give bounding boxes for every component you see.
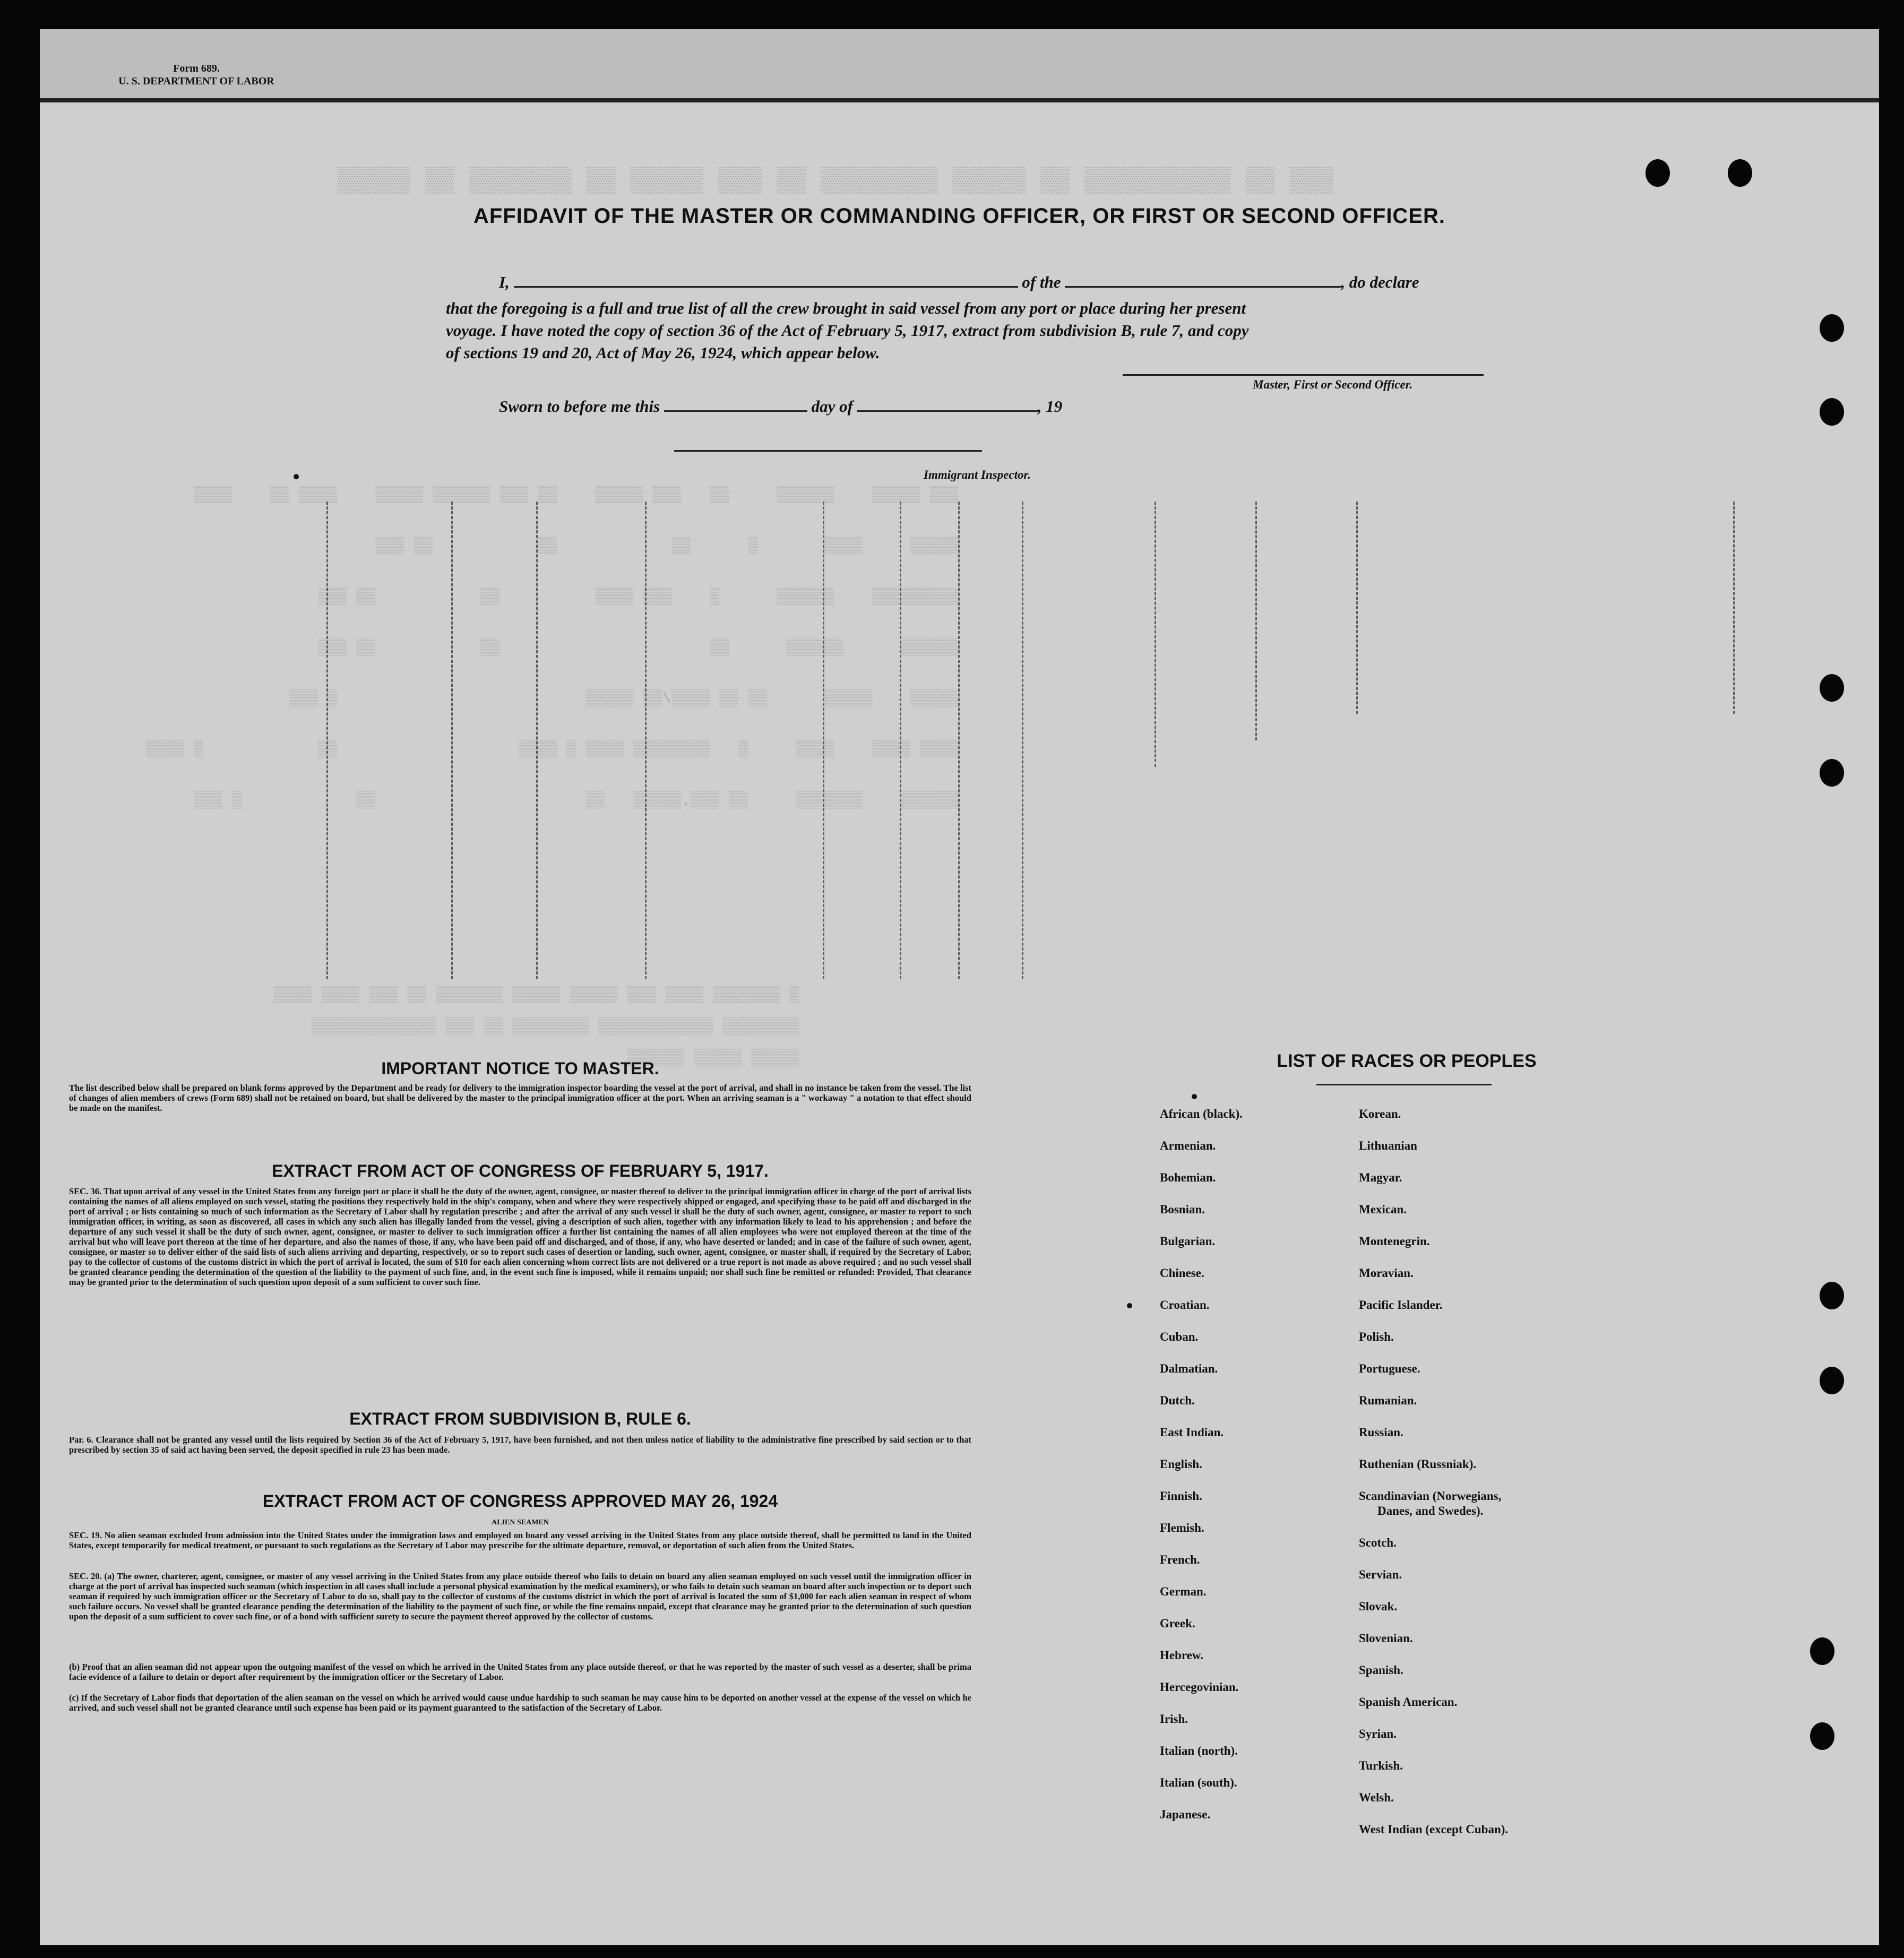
year-label: , 19 (1037, 397, 1063, 416)
binder-hole (1820, 398, 1844, 426)
form-identifier (72, 62, 321, 88)
race-item: Cuban. (1160, 1330, 1199, 1343)
column-line (1733, 502, 1735, 714)
races-title-rule (1316, 1084, 1492, 1085)
ink-speck (1192, 1094, 1197, 1099)
subdivision-b-title: EXTRACT FROM SUBDIVISION B, RULE 6. (349, 1409, 691, 1428)
race-item: Bohemian. (1160, 1171, 1216, 1184)
affidavit-line-3: voyage. I have noted the copy of section 36 of the Act of February 5, 1917, extract from subdivision B, rule 7, and copy (446, 321, 1249, 340)
bleed-through-table: ▒▒▒ ▒▒▒▒▒ ▒▒▒▒▒▒ ▒▒ ▒▒▒ ▒▒▒▒▒ ▒▒ ▒▒▒ ▒▒▒▒▒▒ ▒▒▒▒▒ ▒▒▒▒ ▒▒ ▒▒▒▒ ▒▒▒▒▒ ▒▒▒▒ ▒ ▒▒ ▒▒ ▒▒ ▒▒▒ ▒▒▒▒▒▒▒▒▒ ▒▒▒▒▒▒ ▒ ▒▒▒ ▒▒▒▒ ▒▒ ▒▒ ▒▒▒ ▒▒▒▒▒▒ ▒▒▒▒▒▒ ▒▒ ▒▒ ▒▒ ▒▒▒ ▒▒▒▒▒ ▒▒▒▒▒ ▒▒ ▒▒ ▒▒▒▒/▒▒ ▒▒▒▒▒ ▒ ▒▒▒ ▒▒▒▒ ▒▒▒▒ ▒▒▒▒ ▒ ▒▒▒▒▒▒▒▒ ▒▒▒▒ ▒ ▒▒▒▒ ▒▒ ▒ ▒▒▒▒ ▒▒▒▒▒▒ ▒▒▒▒▒▒▒ ▒▒ ▒▒▒.▒▒▒▒▒ ▒▒ ▒▒ ▒ ▒▒▒ (146, 486, 959, 810)
bleed-through-certification: ▒ ▒▒▒▒▒▒▒ ▒▒▒▒ ▒▒▒ ▒▒▒▒▒ ▒▒▒▒▒ ▒▒▒▒▒▒▒ ▒▒ ▒▒▒ ▒▒▒▒ ▒▒▒▒ ▒▒▒▒▒▒▒▒ ▒▒▒▒▒▒▒▒▒▒▒▒ ▒▒▒▒▒▒▒▒ ▒▒ ▒▒▒ ▒▒▒▒▒▒▒▒▒▒▒▒▒ ▒▒▒▒▒ ▒▒▒▒▒ ▒▒▒▒▒▒ (273, 986, 799, 1068)
sworn-month-field[interactable] (857, 396, 1038, 412)
race-item: French. (1160, 1553, 1200, 1566)
race-item: Syrian. (1359, 1727, 1397, 1740)
column-line (326, 502, 328, 979)
department-name: U. S. DEPARTMENT OF LABOR (118, 75, 274, 87)
race-item: Finnish. (1160, 1489, 1202, 1503)
race-item: Polish. (1359, 1330, 1394, 1343)
column-line (958, 502, 960, 979)
race-item: East Indian. (1160, 1426, 1224, 1439)
affidavit-declaration-line (499, 272, 1667, 292)
race-item: Danes, and Swedes). (1377, 1504, 1484, 1517)
binder-hole (1645, 159, 1670, 187)
binder-hole (1820, 314, 1844, 342)
race-item: Italian (north). (1160, 1744, 1238, 1757)
affidavit-title: AFFIDAVIT OF THE MASTER OR COMMANDING OFFICER, OR FIRST OR SECOND OFFICER. (473, 204, 1445, 228)
ink-speck (294, 474, 299, 479)
race-item: Dutch. (1160, 1394, 1195, 1407)
notice-text: The list described below shall be prepared on blank forms approved by the Department and be ready for delivery to the immigration inspector boarding the vessel at the port of arrival, and shall in no instance be taken from the vessel. The list of changes of alien members of crews (Form 689) shall not be retained on board, but shall be delivered by the master to the principal immigration officer at the port. When an arriving seaman is a " workaway " a notation to that effect should be made on the manifest. (69, 1083, 971, 1113)
column-line (1356, 502, 1358, 714)
race-item: Bulgarian. (1160, 1235, 1216, 1248)
race-item: Welsh. (1359, 1791, 1394, 1804)
race-item: Servian. (1359, 1568, 1402, 1581)
race-item: Dalmatian. (1160, 1362, 1218, 1375)
race-item: Slovenian. (1359, 1632, 1413, 1645)
i-label: I, (499, 273, 510, 291)
race-item: Pacific Islander. (1359, 1298, 1443, 1312)
extract-1924-title: EXTRACT FROM ACT OF CONGRESS APPROVED MAY 26, 1924 (262, 1491, 778, 1511)
race-item: Scandinavian (Norwegians, (1359, 1489, 1502, 1503)
race-item: Greek. (1160, 1617, 1195, 1630)
race-item: Lithuanian (1359, 1139, 1417, 1152)
race-item: Bosnian. (1160, 1203, 1205, 1216)
binder-hole (1728, 159, 1752, 187)
race-item: Chinese. (1160, 1266, 1204, 1280)
inspector-signature-line[interactable] (674, 450, 982, 452)
race-item: English. (1160, 1457, 1202, 1471)
race-item: German. (1160, 1585, 1207, 1598)
column-line (1155, 502, 1156, 767)
day-of-label: day of (811, 397, 853, 416)
binder-hole (1820, 1367, 1844, 1394)
race-item: Croatian. (1160, 1298, 1210, 1312)
race-item: Armenian. (1160, 1139, 1216, 1152)
race-item: Mexican. (1359, 1203, 1407, 1216)
sec-20b-text: (b) Proof that an alien seaman did not appear upon the outgoing manifest of the vessel on which he arrived in the United States from any place outside thereof, or that he was reported by the master of such vessel as a deserter, shall be prima facie evidence of a failure to detain or deport after requirement by the immigration officer or the Secretary of Labor. (69, 1662, 971, 1682)
column-line (823, 502, 824, 979)
race-item: Ruthenian (Russniak). (1359, 1457, 1477, 1471)
column-line (1255, 502, 1257, 740)
bleed-through-header: ▒▒▒ ▒▒ ▒▒▒▒▒▒▒▒▒▒ ▒▒ ▒▒▒▒▒ ▒▒▒▒▒▒▒▒ ▒▒ ▒▒▒ ▒▒▒▒▒ ▒▒ ▒▒▒▒▒▒▒ ▒▒ ▒▒▒▒▒ (337, 167, 1334, 195)
race-item: Irish. (1160, 1712, 1188, 1726)
vessel-name-field[interactable] (1065, 272, 1341, 288)
race-item: Magyar. (1359, 1171, 1402, 1184)
master-signature-line[interactable] (1123, 374, 1484, 376)
binder-hole (1810, 1722, 1834, 1750)
race-item: Hebrew. (1160, 1649, 1203, 1662)
do-declare-label: , do declare (1341, 273, 1419, 291)
race-item: Russian. (1359, 1426, 1403, 1439)
sec-20a-text: SEC. 20. (a) The owner, charterer, agent, consignee, or master of any vessel arriving in the United States from any place outside thereof who fails to detain on board any alien seaman employed on such vessel until the immigration officer in charge at the port of arrival has inspected such seaman (which inspection in all cases shall include a personal physical examination by the medical examiners), or who fails to detain such seaman on board after such inspection or to deport such seaman if required by such immigration officer or the Secretary of Labor to do so, shall pay to the collector of customs of the customs district in which the port of arrival is located the sum of $1,000 for each alien seaman in respect of whom such failure occurs. No vessel shall be granted clearance pending the determination of the liability to the payment of such fine, or while the fine remains unpaid, except that clearance may be granted prior to the determination of such question upon the deposit of a sum sufficient to cover such fine, or of a bond with sufficient surety to secure the payment thereof approved by the collector of customs. (69, 1571, 971, 1621)
form-number: Form 689. (173, 63, 220, 74)
extract-1917-text: SEC. 36. That upon arrival of any vessel in the United States from any foreign port or place it shall be the duty of the owner, agent, consignee, or master thereof to deliver to the principal immigration officer in charge of the port of arrival lists containing the names of all aliens employed on such vessel, stating the positions they respectively hold in the ship's company, when and where they were respectively shipped or engaged, and specifying those to be paid off and discharged in the port of arrival ; or lists containing so much of such information as the Secretary of Labor shall by regulation prescribe ; and after the arrival of any such vessel it shall be the duty of such owner, agent, consignee, or master to report to such immigration officer, in writing, as soon as discovered, all cases in which any such alien has illegally landed from the vessel, giving a description of such alien, together with any information likely to lead to his apprehension ; and before the departure of any such vessel it shall be the duty of such owner, agent, consignee, or master to deliver to such immigration officer a further list containing the names of all alien employees who were not employed thereon at the time of the arrival but who will leave port thereon at the time of her departure, and also the names of those, if any, who have been paid off and discharged, and of those, if any, who have deserted or landed; and in case of the failure of such owner, agent, consignee, or master so to deliver either of the said lists of such aliens arriving and departing, respectively, or so to report such cases of desertion or landing, such owner, agent, consignee, or master shall, if required by the Secretary of Labor, pay to the collector of customs of the customs district in which the port of arrival is located, the sum of $10 for each alien concerning whom correct lists are not delivered or a true report is not made as above required ; and no such vessel shall be granted clearance pending the determination of the question of the liability to the payment of such fine, and, in the event such fine is imposed, while it remains unpaid; nor shall such fine be remitted or refunded: Provided, That clearance may be granted prior to the determination of such question upon deposit of a sum sufficient to cover such fine. (69, 1186, 971, 1287)
column-line (645, 502, 647, 979)
binder-hole (1810, 1637, 1834, 1665)
race-item: Spanish. (1359, 1663, 1403, 1677)
race-item: Portuguese. (1359, 1362, 1420, 1375)
column-line (900, 502, 901, 979)
ink-speck (1127, 1303, 1132, 1308)
sec-19-text: SEC. 19. No alien seaman excluded from admission into the United States under the immigration laws and employed on board any vessel arriving in the United States from any place outside thereof, shall be permitted to land in the United States, except temporarily for medical treatment, or pursuant to such regulations as the Secretary of Labor may prescribe for the ultimate departure, removal, or deportation of such alien from the United States. (69, 1530, 971, 1550)
column-line (451, 502, 453, 979)
binder-hole (1820, 759, 1844, 787)
race-item: Slovak. (1359, 1600, 1398, 1613)
race-item: Montenegrin. (1359, 1235, 1430, 1248)
officer-name-field[interactable] (514, 272, 1018, 288)
alien-seamen-subtitle: ALIEN SEAMEN (492, 1519, 549, 1526)
races-title: LIST OF RACES OR PEOPLES (1277, 1051, 1537, 1071)
race-item: Hercegovinian. (1160, 1680, 1239, 1694)
race-item: Moravian. (1359, 1266, 1414, 1280)
affidavit-line-4: of sections 19 and 20, Act of May 26, 1924, which appear below. (446, 343, 880, 362)
sec-20c-text: (c) If the Secretary of Labor finds that deportation of the alien seaman on the vessel on which he arrived would cause undue hardship to such seaman he may cause him to be deported on another vessel at the expense of the vessel on which he arrived, and such vessel shall not be granted clearance until such expense has been paid or its payment guaranteed to the satisfaction of the Secretary of Labor. (69, 1693, 971, 1713)
binder-hole (1820, 674, 1844, 702)
affidavit-line-2: that the foregoing is a full and true list of all the crew brought in said vessel from any port or place during her present (446, 299, 1246, 317)
race-item: Italian (south). (1160, 1776, 1237, 1789)
race-item: African (black). (1160, 1107, 1243, 1120)
race-item: Flemish. (1160, 1521, 1204, 1534)
sworn-date-field[interactable] (664, 396, 807, 412)
race-item: Japanese. (1160, 1808, 1211, 1821)
inspector-signature-label: Immigrant Inspector. (924, 468, 1031, 481)
column-line (1022, 502, 1023, 979)
race-item: Turkish. (1359, 1759, 1403, 1772)
notice-title: IMPORTANT NOTICE TO MASTER. (381, 1059, 659, 1078)
sworn-label: Sworn to before me this (499, 397, 660, 416)
race-item: Korean. (1359, 1107, 1401, 1120)
race-item: West Indian (except Cuban). (1359, 1823, 1509, 1836)
document-sheet (40, 29, 1879, 1945)
master-signature-label: Master, First or Second Officer. (1253, 378, 1413, 391)
sworn-line (499, 396, 1242, 416)
binder-hole (1820, 1282, 1844, 1309)
race-item: Scotch. (1359, 1536, 1397, 1549)
of-the-label: of the (1022, 273, 1061, 291)
extract-1917-title: EXTRACT FROM ACT OF CONGRESS OF FEBRUARY 5, 1917. (272, 1161, 769, 1180)
subdivision-b-text: Par. 6. Clearance shall not be granted any vessel until the lists required by Section 36 of the Act of February 5, 1917, have been furnished, and not then unless notice of liability to the administrative fine prescribed by said section or to that prescribed by section 35 of said act having been served, the deposit specified in rule 23 has been made. (69, 1435, 971, 1455)
race-item: Spanish American. (1359, 1695, 1458, 1709)
column-line (536, 502, 538, 979)
race-item: Rumanian. (1359, 1394, 1417, 1407)
